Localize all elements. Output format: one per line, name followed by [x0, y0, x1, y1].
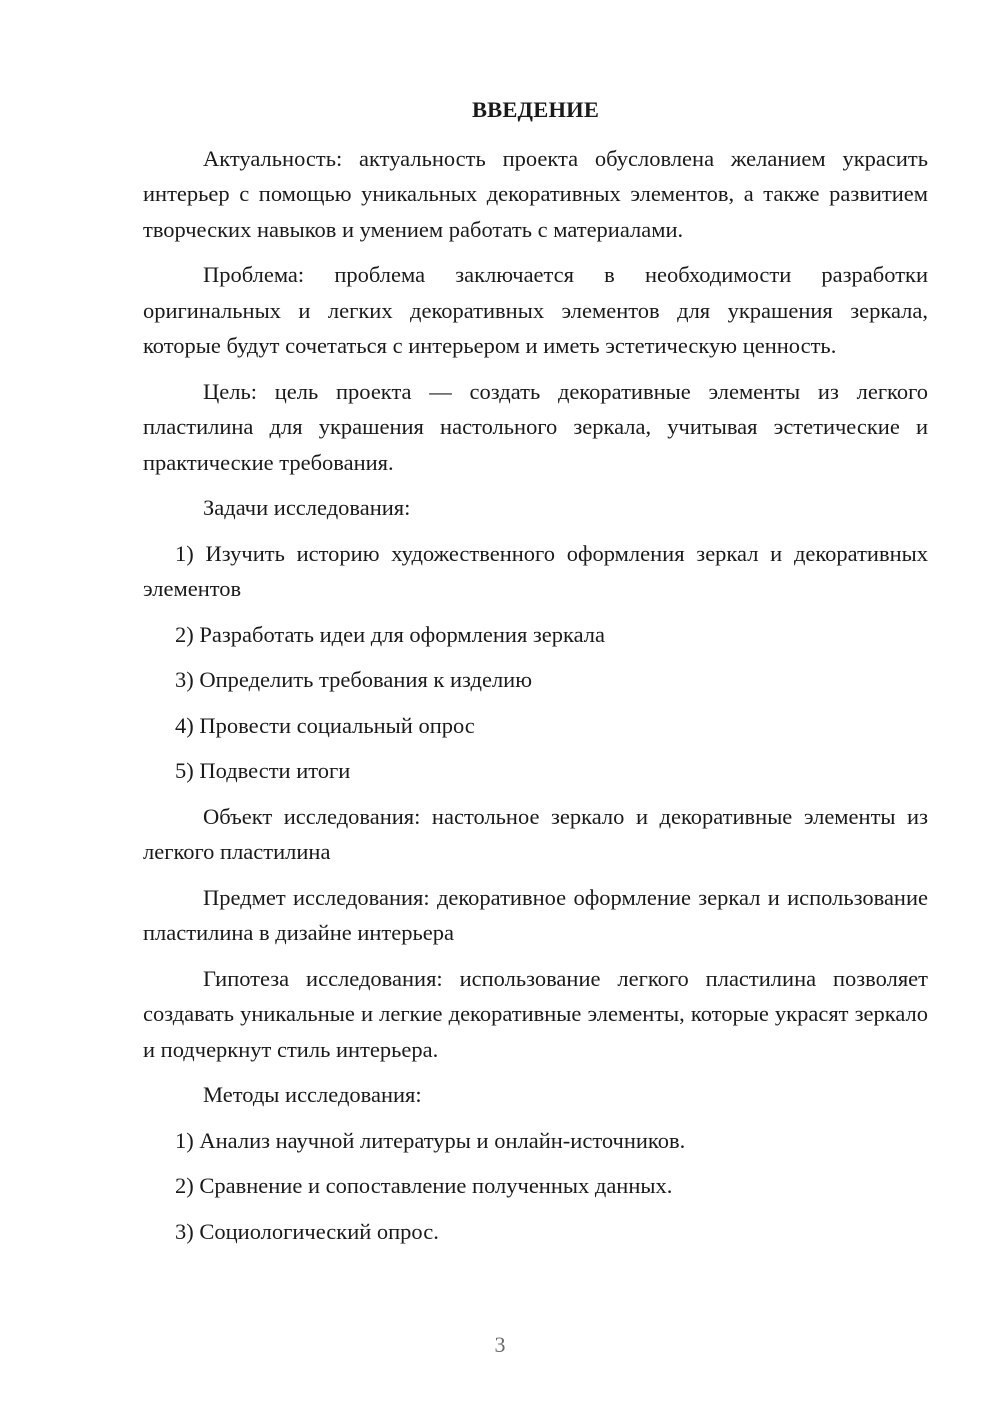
- problem-paragraph: Проблема: проблема заключается в необходимости разработки оригинальных и легких декоративных элементов для украшения зеркала, которые будут сочетаться с интерьером и иметь эстетическую ценность.: [143, 262, 928, 358]
- relevance-paragraph: Актуальность: актуальность проекта обусловлена желанием украсить интерьер с помощью уникальных декоративных элементов, а также развитием творческих навыков и умением работать с материалами.: [143, 145, 928, 242]
- document-page: [143, 92, 928, 1259]
- task-item: 1) Изучить историю художественного оформления зеркал и декоративных элементов: [143, 540, 928, 601]
- task-item: 3) Определить требования к изделию: [175, 667, 533, 692]
- task-item: 2) Разработать идеи для оформления зеркала: [175, 621, 606, 647]
- task-item: 5) Подвести итоги: [175, 758, 351, 783]
- page-number: 3: [494, 1332, 506, 1357]
- object-paragraph: Объект исследования: настольное зеркало и декоративные элементы из легкого пластилина: [143, 803, 928, 864]
- tasks-heading: Задачи исследования:: [203, 495, 411, 520]
- goal-paragraph: Цель: цель проекта — создать декоративные элементы из легкого пластилина для украшения настольного зеркала, учитывая эстетические и практические требования.: [143, 378, 928, 475]
- page-title: ВВЕДЕНИЕ: [471, 97, 600, 122]
- method-item: 3) Социологический опрос.: [175, 1218, 439, 1244]
- method-item: 2) Сравнение и сопоставление полученных данных.: [175, 1173, 673, 1198]
- subject-paragraph: Предмет исследования: декоративное оформление зеркал и использование пластилина в дизайне интерьера: [143, 884, 928, 945]
- task-item: 4) Провести социальный опрос: [175, 712, 475, 738]
- methods-heading: Методы исследования:: [203, 1082, 422, 1107]
- hypothesis-paragraph: Гипотеза исследования: использование легкого пластилина позволяет создавать уникальные и легкие декоративные элементы, которые украсят зеркало и подчеркнут стиль интерьера.: [143, 965, 928, 1062]
- method-item: 1) Анализ научной литературы и онлайн-источников.: [175, 1127, 686, 1153]
